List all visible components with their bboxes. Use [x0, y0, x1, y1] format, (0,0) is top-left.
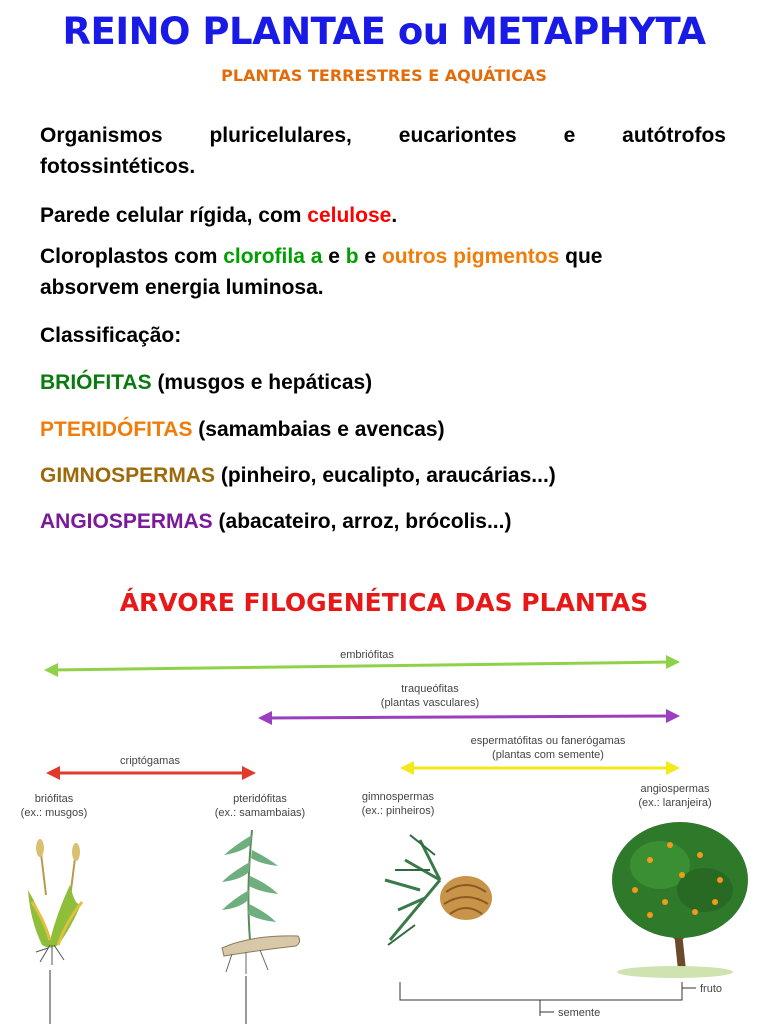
- classification-examples: (samambaias e avencas): [192, 418, 445, 441]
- classification-examples: (abacateiro, arroz, brócolis...): [212, 510, 512, 533]
- chloroplast-que: que: [559, 245, 603, 268]
- fern-illustration: [222, 830, 300, 1024]
- label-briofitas-1: briófitas: [34, 793, 74, 805]
- classification-name: BRIÓFITAS: [40, 371, 152, 394]
- arrow-espermatofitas: [400, 761, 680, 775]
- cell-wall-period: .: [391, 204, 398, 227]
- phylogenetic-tree-title: ÁRVORE FILOGENÉTICA DAS PLANTAS: [119, 588, 649, 617]
- label-traqueofitas-2: (plantas vasculares): [380, 697, 480, 709]
- chlorophyll-b-term: b: [345, 245, 359, 268]
- label-gimnospermas-2: (ex.: pinheiros): [361, 805, 435, 817]
- label-angiospermas-1: angiospermas: [640, 783, 710, 795]
- arrow-criptogamas: [46, 766, 256, 780]
- classification-item-angiospermas: [40, 506, 726, 537]
- label-fruto: fruto: [700, 983, 723, 995]
- orange-tree-illustration: [612, 822, 748, 978]
- paragraph-organisms-line1: Organismos pluricelulares, eucariontes e autótrofos: [40, 124, 726, 147]
- bracket-lines: [400, 982, 696, 1016]
- paragraph-chloroplasts-line2: absorvem energia luminosa.: [40, 276, 324, 299]
- label-angiospermas-2: (ex.: laranjeira): [638, 797, 712, 809]
- pine-illustration: [385, 835, 492, 945]
- phylogenetic-tree-svg: [10, 640, 762, 1024]
- moss-illustration: [28, 839, 82, 1024]
- label-espermatofitas-2: (plantas com semente): [492, 749, 604, 761]
- cell-wall-text: Parede celular rígida, com: [40, 204, 308, 227]
- classification-examples: (musgos e hepáticas): [151, 371, 373, 394]
- chlorophyll-a-term: clorofila a: [223, 245, 323, 268]
- label-briofitas-2: (ex.: musgos): [20, 807, 88, 819]
- paragraph-chloroplasts: [40, 241, 726, 272]
- page-title: REINO PLANTAE ou METAPHYTA: [62, 10, 706, 53]
- classification-name: GIMNOSPERMAS: [40, 464, 216, 487]
- other-pigments-term: outros pigmentos: [381, 245, 560, 268]
- label-traqueofitas-1: traqueófitas: [401, 683, 459, 695]
- label-pteridofitas-2: (ex.: samambaias): [214, 807, 306, 819]
- label-criptogamas: criptógamas: [120, 755, 180, 767]
- label-espermatofitas-1: espermatófitas ou fanerógamas: [470, 735, 626, 747]
- chloroplast-text: Cloroplastos com: [40, 245, 224, 268]
- phylogenetic-tree-figure: [10, 640, 762, 1024]
- label-embriofitas: embriófitas: [340, 649, 394, 661]
- classification-name: PTERIDÓFITAS: [40, 418, 193, 441]
- paragraph-organisms: [40, 120, 726, 151]
- classification-item-gimnospermas: [40, 460, 726, 491]
- classification-name: ANGIOSPERMAS: [40, 510, 213, 533]
- label-pteridofitas-1: pteridófitas: [233, 793, 287, 805]
- paragraph-cell-wall: [40, 200, 726, 231]
- label-gimnospermas-1: gimnospermas: [361, 791, 435, 803]
- classification-item-pteridofitas: [40, 414, 726, 445]
- label-semente: semente: [558, 1007, 601, 1019]
- arrow-traqueofitas: [258, 709, 680, 725]
- chloroplast-and-2: e: [358, 245, 382, 268]
- paragraph-organisms-line2: fotossintéticos.: [40, 155, 196, 178]
- classification-item-briofitas: [40, 367, 726, 398]
- classification-examples: (pinheiro, eucalipto, araucárias...): [215, 464, 556, 487]
- classification-heading: Classificação:: [40, 324, 182, 347]
- page-subtitle: PLANTAS TERRESTRES E AQUÁTICAS: [221, 66, 547, 85]
- cellulose-term: celulose: [307, 204, 392, 227]
- chloroplast-and-1: e: [322, 245, 346, 268]
